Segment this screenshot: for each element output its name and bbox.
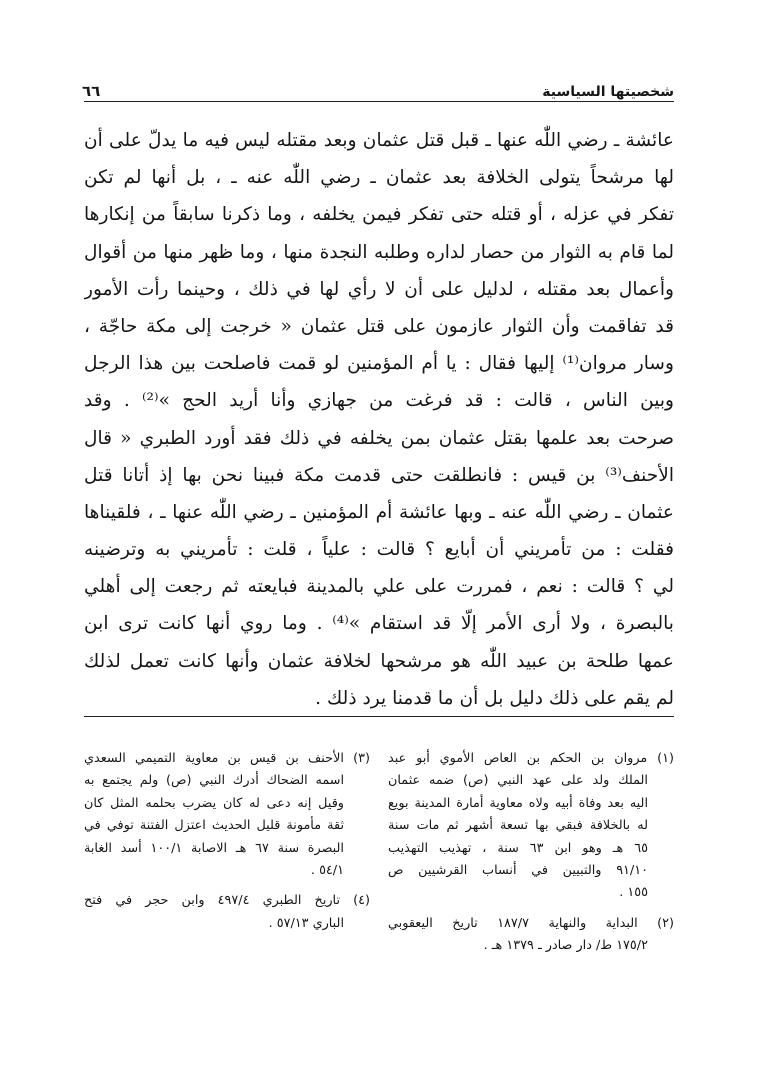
text-line: وأعمال بعد مقتله ، لدليل على أن لا رأي لها في ذلك ، وحينما رأت الأمور [84,278,674,300]
text-line: عائشة ـ رضي اللّٰه عنها ـ قبل قتل عثمان وبعد مقتله ليس فيه ما يدلّ على أن [84,130,674,151]
header-rule [84,101,674,102]
footnotes [84,748,674,958]
footnotes-right-column [388,748,674,958]
text-line: قد تفاقمت وأن الثوار عازمون على قتل عثمان « خرجت إلى مكة حاجّة ، [84,315,674,337]
text-line: فقلت : من تأمريني أن أبايع ؟ قالت : علياً ، قلت : تأمريني به وترضينه [84,539,674,561]
text-line: لما قام به الثوار من حصار لداره وطلبه النجدة منها ، وما ظهر منها من أقوال [84,241,674,263]
footnote-line: الباري ٥٧/١٣ . [268,915,344,931]
footnote-4 [84,890,370,935]
footnote-line: ٥٤/١ . [310,862,344,878]
footnote-line: ٩١/١٠ والتبيين في أنساب القرشيين ص [388,862,648,878]
footnote-line: له بالخلافة فبقي بها تسعة أشهر ثم مات سنة [388,818,648,834]
footnotes-left-column [84,748,370,958]
page-header [82,70,674,100]
footnote-line: وقيل إنه دعى له كان يضرب بحلمه المثل كان [84,795,344,811]
text-line: عمها طلحة بن عبيد اللّٰه هو مرشحها لخلافة عثمان وأنها كانت تعمل لذلك [84,650,674,672]
text-line: وبين الناس ، قالت : قد فرغت من جهازي وأنا أريد الحج »⁽²⁾ . وقد [84,390,674,412]
footnote-line: اليه بعد وفاة أبيه ولاه معاوية أمارة المدينة بويع [388,795,648,811]
text-line: لي ؟ قالت : نعم ، فمررت على علي بالمدينة فبايعته ثم رجعت إلى أهلي [84,576,674,598]
text-line: تفكر في عزله ، أو قتله حتى تفكر فيمن يخلفه ، وما ذكرنا سابقاً من إنكارها [84,204,674,226]
footnote-1 [388,748,674,905]
footnote-line: (٤) تاريخ الطبري ٤٩٧/٤ وابن حجر في فتح [84,893,370,909]
main-text [84,122,674,717]
footnote-line: (١) مروان بن الحكم بن العاص الأموي أبو عبد [388,751,674,766]
text-line: عثمان ـ رضي اللّٰه عنه ـ وبها عائشة أم المؤمنين ـ رضي اللّٰه عنها ـ ، فلقيناها [84,501,674,523]
footnote-line: ١٧٥/٢ ط/ دار صادر ـ ١٣٧٩ هـ . [483,938,648,954]
footnote-line: (٣) الأحنف بن قيس بن معاوية التميمي السعدي [84,751,370,766]
footnote-rule [84,716,674,717]
footnote-line: ١٥٥ . [619,885,648,901]
text-line-final: لم يقم على ذلك دليل بل أن ما قدمنا يرد ذلك . [315,687,674,709]
page-number: ٦٦ [82,82,101,100]
footnote-2 [388,913,674,958]
text-line: الأحنف⁽³⁾ بن قيس : فانطلقت حتى قدمت مكة فبينا نحن بها إذ أتانا قتل [84,464,674,486]
footnote-line: الملك ولد على عهد النبي (ص) ضمه عثمان [388,773,648,789]
text-line: لها مرشحاً يتولى الخلافة بعد عثمان ـ رضي اللّٰه عنه ـ ، بل أنها لم تكن [84,167,674,189]
footnote-line: ثقة مأمونة قليل الحديث اعتزل الفتنة توفي في [84,818,344,834]
text-line: وسار مروان⁽¹⁾ إليها فقال : يا أم المؤمنين لو قمت فاصلحت بين هذا الرجل [84,353,674,375]
footnote-line: (٢) البداية والنهاية ١٨٧/٧ تاريخ اليعقوبي [388,915,674,931]
footnote-3 [84,748,370,882]
footnote-line: اسمه الضحاك أدرك النبي (ص) ولم يجتمع به [84,773,344,789]
text-line: صرحت بعد علمها بقتل عثمان بمن يخلفه في ذلك فقد أورد الطبري « قال [84,427,674,449]
text-line: بالبصرة ، ولا أرى الأمر إلّا قد استقام »⁽⁴⁾ . وما روي أنها كانت ترى ابن [84,613,674,635]
running-title: شخصيتها السياسية [542,84,674,100]
footnote-line: البصرة سنة ٦٧ هـ الاصابة ١٠٠/١ أسد الغابة [84,840,344,856]
footnote-line: ٦٥ هـ وهو ابن ٦٣ سنة ، تهذيب التهذيب [388,840,648,856]
